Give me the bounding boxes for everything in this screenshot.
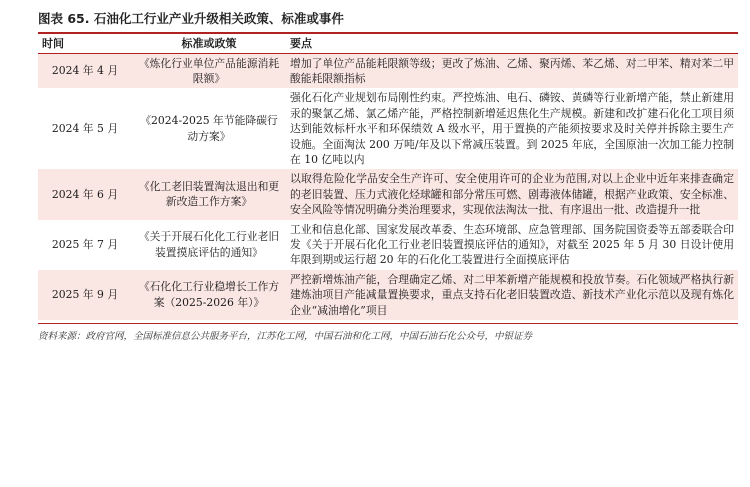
row-time: 2025 年 7 月	[51, 237, 119, 251]
row-policy: 《2024-2025 年节能降碳行动方案》	[140, 114, 278, 143]
figure-title: 图表 65. 石油化工行业产业升级相关政策、标准或事件	[38, 8, 738, 34]
row-points: 工业和信息化部、国家发展改革委、生态环境部、应急管理部、国务院国资委等五部委联合印发《关于开展石化化工行业老旧装置摸底评估的通知》，对截至 2025 年 5 月 30 日设计使用年限到期或运行超 20 年的石化化工装置进行全面摸底评估	[290, 222, 734, 267]
row-time: 2024 年 6 月	[38, 169, 132, 219]
column-header-policy: 标准或政策	[132, 34, 286, 53]
row-policy: 《关于开展石化化工行业老旧装置摸底评估的通知》	[138, 230, 280, 259]
row-time: 2025 年 9 月	[38, 270, 132, 320]
row-points: 强化石化产业规划布局刚性约束。严控炼油、电石、磷铵、黄磷等行业新增产能，禁止新建用汞的聚氯乙烯、氯乙烯产能，严格控制新增延迟焦化生产规模。新建和改扩建石化化工项目须达到能效标杆水平和环保绩效 A 级水平，用于置换的产能须按要求及时关停并拆除主要生产设施。全面淘汰 200 万吨/年及以下常减压装置。到 2025 年底，全国原油一次加工能力控制在 10 亿吨以内	[290, 91, 734, 166]
source-note: 资料来源：政府官网，全国标准信息公共服务平台，江苏化工网，中国石油和化工网，中国石油石化公众号，中银证券	[38, 323, 738, 342]
column-header-time: 时间	[38, 34, 132, 53]
column-header-points: 要点	[286, 34, 738, 53]
row-time: 2024 年 5 月	[51, 122, 119, 136]
row-policy: 《石化化工行业稳增长工作方案（2025-2026 年）》	[132, 270, 286, 320]
table-row	[38, 169, 738, 219]
table-row	[38, 270, 738, 320]
row-points: 以取得危险化学品安全生产许可、安全使用许可的企业为范围,对以上企业中近年来排查确定的老旧装置、压力式液化烃球罐和部分常压可燃、剧毒液体储罐，根据产业政策、安全标准、安全风险等情况明确分类治理要求，实现依法淘汰一批、有序退出一批、改造提升一批	[286, 169, 738, 219]
table-row	[38, 53, 738, 88]
table-row	[38, 220, 738, 270]
row-policy: 《炼化行业单位产品能源消耗限额》	[132, 53, 286, 88]
row-time: 2024 年 4 月	[38, 53, 132, 88]
row-policy: 《化工老旧装置淘汰退出和更新改造工作方案》	[132, 169, 286, 219]
policy-table	[38, 34, 738, 320]
table-header-row	[38, 34, 738, 53]
row-points: 增加了单位产品能耗限额等级；更改了炼油、乙烯、聚丙烯、苯乙烯、对二甲苯、精对苯二甲酸能耗限额指标	[286, 53, 738, 88]
table-row	[38, 88, 738, 169]
row-points: 严控新增炼油产能，合理确定乙烯、对二甲苯新增产能规模和投放节奏。石化领域严格执行新建炼油项目产能减量置换要求，重点支持石化老旧装置改造、新技术产业化示范以及现有炼化企业“减油增化”项目	[286, 270, 738, 320]
